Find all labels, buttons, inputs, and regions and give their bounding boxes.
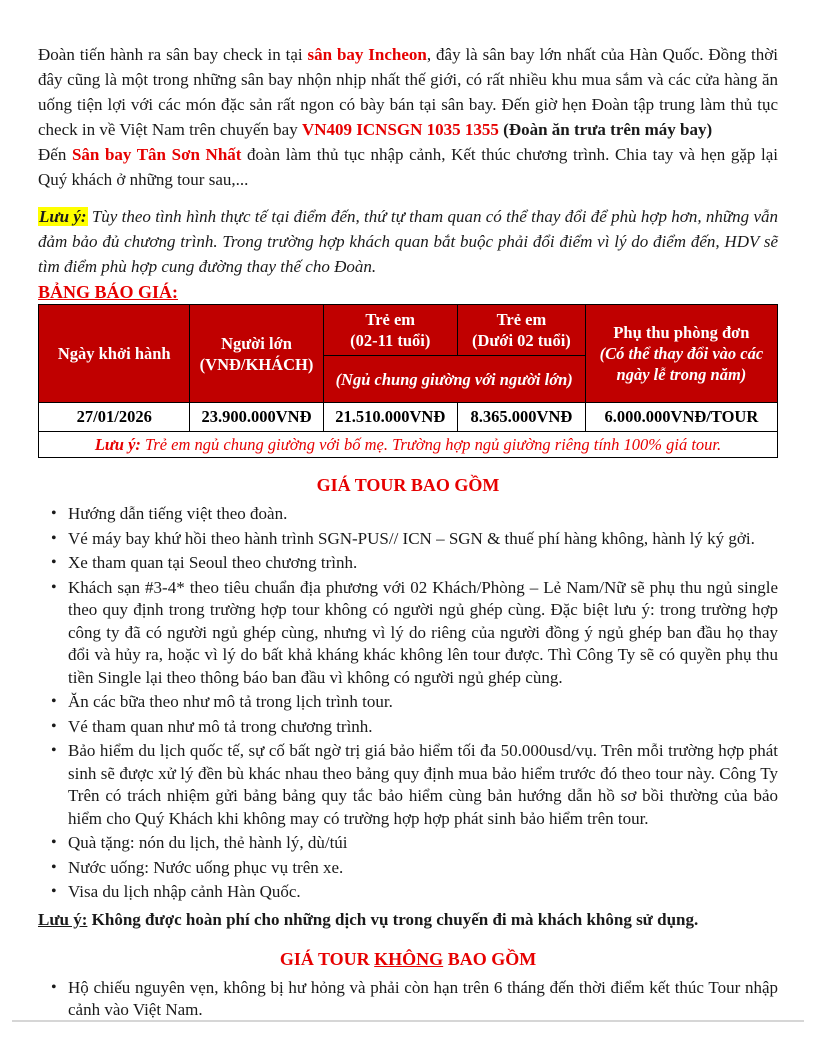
table-note-label: Lưu ý:	[94, 434, 141, 454]
outro-text: Đến	[38, 145, 72, 164]
list-item: • Ăn các bữa theo như mô tả trong lịch trình tour.	[48, 691, 778, 714]
refund-note-label: Lưu ý:	[38, 909, 88, 929]
list-item: • Nước uống: Nước uống phục vụ trên xe.	[48, 857, 778, 880]
includes-list	[38, 503, 778, 904]
list-item: • Vé máy bay khứ hồi theo hành trình SGN-PUS// ICN – SGN & thuế phí hàng không, hành lý ký gởi.	[48, 528, 778, 551]
excludes-title-underlined: KHÔNG	[374, 948, 444, 969]
outro-text: đoàn làm thủ tục nhập cảnh, Kết thúc chương trình. Chia tay và hẹn gặp lại Quý khách ở những tour sau,...	[38, 145, 778, 189]
refund-note	[38, 907, 778, 932]
table-header-row-1	[39, 305, 778, 356]
list-item: • Xe tham quan tại Seoul theo chương trình.	[48, 552, 778, 575]
excludes-title-pre: GIÁ TOUR	[279, 948, 375, 969]
header-single-line1: Phụ thu phòng đơn	[613, 323, 750, 342]
includes-section-title: GIÁ TOUR BAO GỒM	[316, 475, 500, 495]
table-note-row	[39, 432, 778, 458]
price-table	[38, 304, 778, 458]
itinerary-note-paragraph	[38, 204, 778, 279]
table-note-text: Trẻ em ngủ chung giường với bố mẹ. Trường hợp ngủ giường riêng tính 100% giá tour.	[140, 434, 722, 454]
outro-paragraph-arrival	[38, 142, 778, 192]
list-item: • Khách sạn #3-4* theo tiêu chuẩn địa phương với 02 Khách/Phòng – Lẻ Nam/Nữ sẽ phụ thu ngủ single theo quy định trong trường hợp tour không có người ngủ ghép cùng. Đặc biệt lưu ý: trong trường hợp công ty đã có người ngủ ghép cùng, nhưng vì lý do riêng của người đồng ý ngủ ghép ban đầu họ thay đổi và hủy ra, hoặc vì lý do bất khả kháng khác không lên tour được. Thì Công Ty sẽ có quyền phụ thu tiền Single lại theo thông báo ban đầu vì không có người ngủ ghép cùng.	[48, 577, 778, 690]
list-item: • Visa du lịch nhập cảnh Hàn Quốc.	[48, 881, 778, 904]
note-label-highlighted: Lưu ý:	[39, 207, 87, 226]
excludes-list	[38, 977, 778, 1022]
lunch-note-bold: (Đoàn ăn trưa trên máy bay)	[498, 120, 713, 139]
cell-adult-price: 23.900.000VNĐ	[190, 403, 323, 432]
tansonnhat-airport-highlight: Sân bay Tân Sơn Nhất	[71, 145, 242, 164]
cell-departure-date: 27/01/2026	[39, 403, 190, 432]
header-child2-line1: Trẻ em	[496, 310, 547, 329]
header-child2-line2: (Dưới 02 tuổi)	[472, 331, 571, 350]
intro-paragraph-airport	[38, 42, 778, 142]
note-text: Tùy theo tình hình thực tế tại điểm đến, thứ tự tham quan có thể thay đổi để phù hợp hơn, những vẫn đảm bảo đủ chương trình. Trong trường hợp khách quan bắt buộc phải đổi điểm vì lý do điểm đến, HDV sẽ tìm điểm phù hợp cung đường thay thế cho Đoàn.	[38, 207, 778, 276]
header-adult-price	[190, 305, 323, 403]
header-child-2-11	[323, 305, 457, 356]
intro-text: , đây là sân bay lớn nhất của Hàn Quốc. Đồng thời đây cũng là một trong những sân bay nhộn nhịp nhất thế giới, có rất nhiều khu mua sắm và các cửa hàng ăn uống tiện lợi với các món đặc sản rất ngon có bày bán tại sân bay. Đến giờ hẹn Đoàn tập trung làm thủ tục check in về Việt Nam trên chuyến bay	[38, 45, 778, 139]
header-single-note: (Có thể thay đổi vào các ngày lễ trong năm)	[599, 344, 764, 384]
header-children-shared-bed: (Ngủ chung giường với người lớn)	[323, 356, 585, 403]
table-note-cell	[39, 432, 778, 458]
list-item: • Quà tặng: nón du lịch, thẻ hành lý, dù/túi	[48, 832, 778, 855]
excludes-title-post: BAO GỒM	[443, 948, 537, 969]
list-item: • Hướng dẫn tiếng việt theo đoàn.	[48, 503, 778, 526]
list-item: • Vé tham quan như mô tả trong chương trình.	[48, 716, 778, 739]
cell-child2-price: 8.365.000VNĐ	[457, 403, 585, 432]
header-child1-line2: (02-11 tuổi)	[350, 331, 431, 350]
cell-single-price: 6.000.000VNĐ/TOUR	[585, 403, 777, 432]
header-child1-line1: Trẻ em	[365, 310, 416, 329]
header-child-under-2	[457, 305, 585, 356]
header-adult-line2: (VNĐ/KHÁCH)	[199, 354, 314, 374]
header-single-supplement	[585, 305, 777, 403]
excludes-section-title	[38, 949, 778, 970]
list-item: • Bảo hiểm du lịch quốc tế, sự cố bất ngờ trị giá bảo hiểm tối đa 50.000usd/vụ. Trên mỗi trường hợp phát sinh sẽ được xử lý đền bù khác nhau theo bảng quy định mua bảo hiểm trước đó theo tour này. Công Ty Trên có trách nhiệm gửi bảng bảng quy tắc bảo hiểm cùng bản hướng dẫn hồ sơ bồi thường của bảo hiểm cho Quý Khách khi không may có trường hợp hợp phát sinh bảo hiểm trên tour.	[48, 740, 778, 830]
price-table-title: BẢNG BÁO GIÁ:	[38, 282, 179, 302]
header-adult-line1: Người lớn	[221, 333, 292, 353]
intro-text: Đoàn tiến hành ra sân bay check in tại	[38, 45, 308, 64]
flight-code-highlight: VN409 ICNSGN 1035 1355	[301, 120, 499, 139]
header-departure-date: Ngày khởi hành	[39, 305, 190, 403]
price-data-row	[39, 403, 778, 432]
page-break-divider	[12, 1020, 804, 1022]
incheon-airport-highlight: sân bay Incheon	[307, 45, 427, 64]
refund-note-text: Không được hoàn phí cho những dịch vụ trong chuyến đi mà khách không sử dụng.	[87, 909, 699, 929]
list-item: • Hộ chiếu nguyên vẹn, không bị hư hỏng và phải còn hạn trên 6 tháng đến thời điểm kết thúc Tour nhập cảnh vào Việt Nam.	[48, 977, 778, 1022]
cell-child1-price: 21.510.000VNĐ	[323, 403, 457, 432]
